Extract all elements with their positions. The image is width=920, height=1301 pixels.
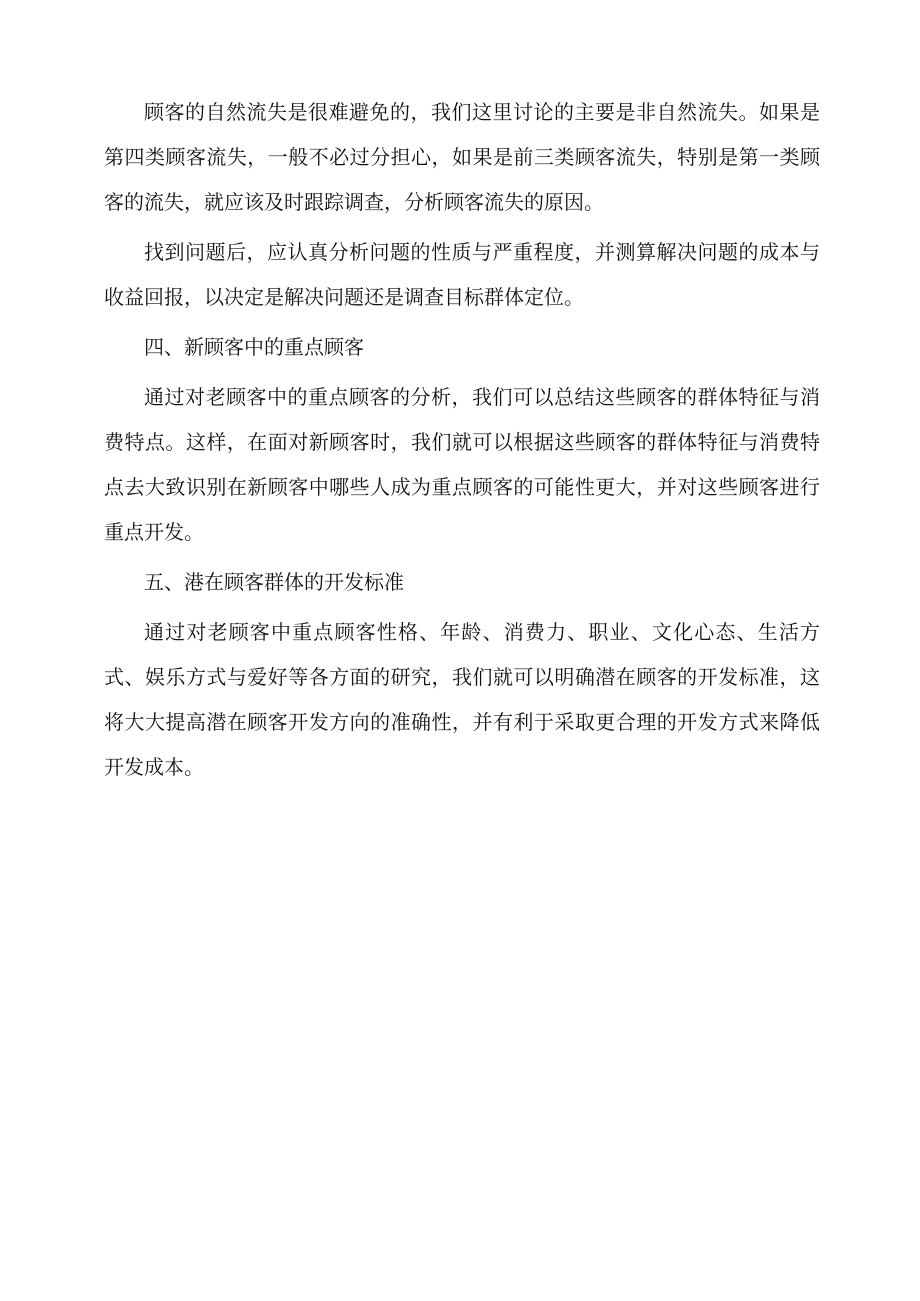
section-heading-new-key-customers: 四、新顾客中的重点顾客 bbox=[144, 335, 364, 359]
document-body bbox=[104, 90, 820, 795]
paragraph-potential-customer-standards: 通过对老顾客中重点顾客性格、年龄、消费力、职业、文化心态、生活方式、娱乐方式与爱好等各方面的研究，我们就可以明确潜在顾客的开发标准，这将大大提高潜在顾客开发方向的准确性，并有利于采取更合理的开发方式来降低开发成本。 bbox=[104, 620, 820, 779]
paragraph-customer-loss: 顾客的自然流失是很难避免的，我们这里讨论的主要是非自然流失。如果是第四类顾客流失，一般不必过分担心，如果是前三类顾客流失，特别是第一类顾客的流失，就应该及时跟踪调查，分析顾客流失的原因。 bbox=[104, 100, 820, 214]
paragraph-new-key-customers: 通过对老顾客中的重点顾客的分析，我们可以总结这些顾客的群体特征与消费特点。这样，在面对新顾客时，我们就可以根据这些顾客的群体特征与消费特点去大致识别在新顾客中哪些人成为重点顾客的可能性更大，并对这些顾客进行重点开发。 bbox=[104, 385, 820, 544]
paragraph-problem-analysis: 找到问题后，应认真分析问题的性质与严重程度，并测算解决问题的成本与收益回报，以决定是解决问题还是调查目标群体定位。 bbox=[104, 240, 820, 309]
section-heading-potential-customer-standards: 五、港在顾客群体的开发标准 bbox=[144, 570, 404, 594]
